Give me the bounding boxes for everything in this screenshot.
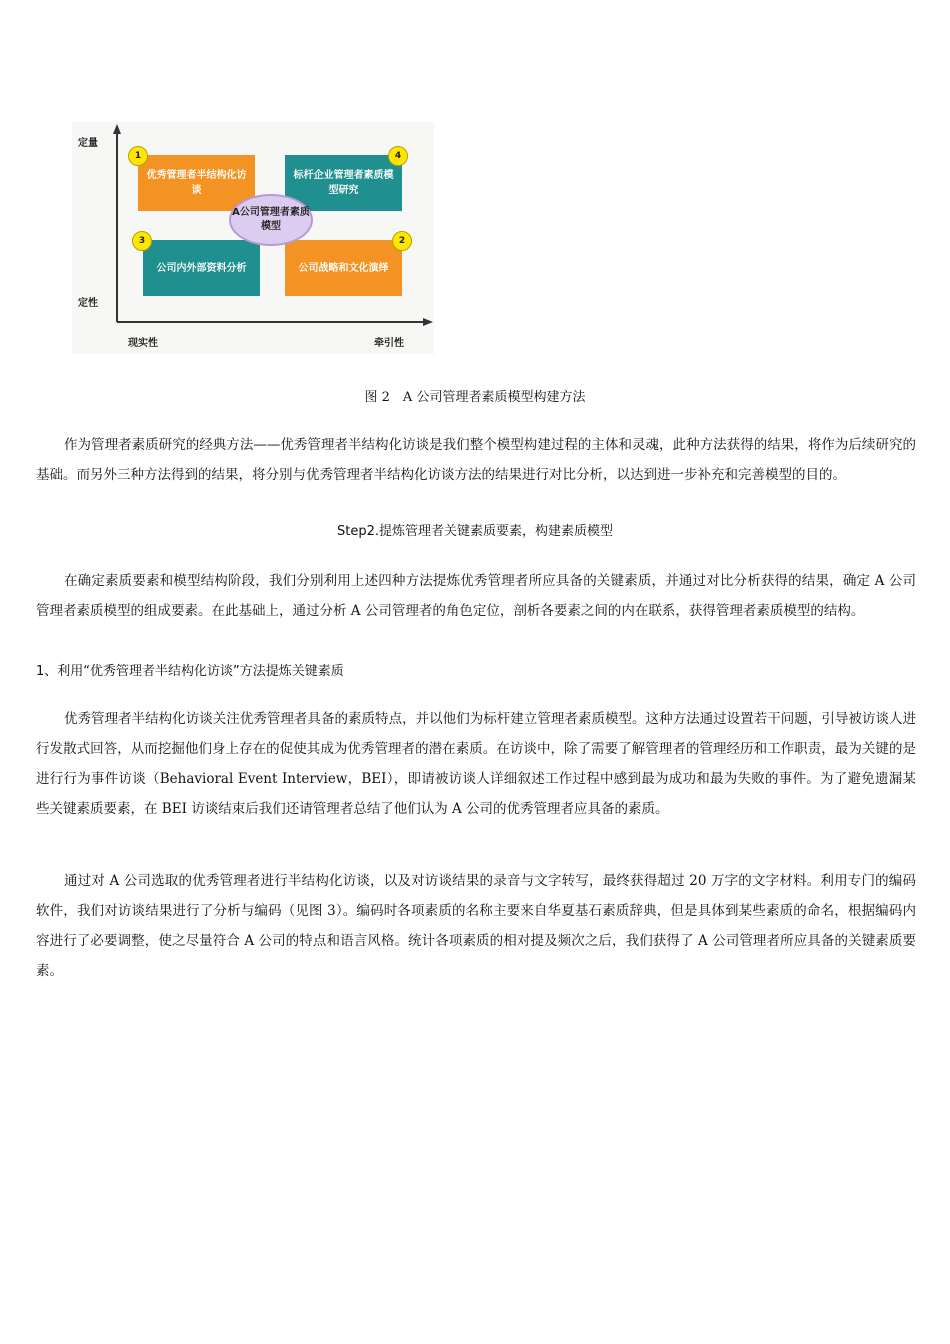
center-model-ellipse: A公司管理者素质模型 [229, 194, 313, 246]
badge-4: 4 [388, 146, 408, 166]
paragraph-coding: 通过对 A 公司选取的优秀管理者进行半结构化访谈，以及对访谈结果的录音与文字转写，最终获得超过 20 万字的文字材料。利用专门的编码软件，我们对访谈结果进行了分析与编码（见图 3）。编码时各项素质的名称主要来自华夏基石素质辞典，但是具体到某些素质的命名，根据编码内容进行了必要调整，使之尽量符合 A 公司的特点和语言风格。统计各项素质的相对提及频次之后，我们获得了 A 公司管理者所应具备的关键素质要素。 [36, 873, 916, 979]
y-axis-top-label: 定量 [78, 138, 98, 149]
section-heading-step2: Step2.提炼管理者关键素质要素，构建素质模型 [336, 524, 613, 539]
figure-caption: 图 2 A 公司管理者素质模型构建方法 [364, 390, 586, 405]
quadrant-box-interview: 优秀管理者半结构化访谈 [138, 155, 255, 211]
badge-1: 1 [128, 146, 148, 166]
quadrant-box-benchmark: 标杆企业管理者素质模型研究 [285, 155, 402, 211]
paragraph-method-intro: 作为管理者素质研究的经典方法——优秀管理者半结构化访谈是我们整个模型构建过程的主体和灵魂，此种方法获得的结果，将作为后续研究的基础。而另外三种方法得到的结果，将分别与优秀管理者半结构化访谈方法的结果进行对比分析，以达到进一步补充和完善模型的目的。 [36, 437, 916, 483]
badge-3: 3 [132, 231, 152, 251]
quadrant-box-strategy: 公司战略和文化演绎 [285, 240, 402, 296]
subsection-heading-1: 1、利用“优秀管理者半结构化访谈”方法提炼关键素质 [36, 664, 344, 679]
paragraph-interview: 优秀管理者半结构化访谈关注优秀管理者具备的素质特点，并以他们为标杆建立管理者素质模型。这种方法通过设置若干问题，引导被访谈人进行发散式回答，从而挖掘他们身上存在的促使其成为优秀管理者的潜在素质。在访谈中，除了需要了解管理者的管理经历和工作职责，最为关键的是进行行为事件访谈（Behavioral Event Interview，BEI），即请被访谈人详细叙述工作过程中感到最为成功和最为失败的事件。为了避免遗漏某些关键素质要素，在 BEI 访谈结束后我们还请管理者总结了他们认为 A 公司的优秀管理者应具备的素质。 [36, 711, 916, 817]
badge-2: 2 [392, 231, 412, 251]
x-axis-right-label: 牵引性 [374, 338, 404, 349]
x-axis-left-label: 现实性 [128, 338, 158, 349]
paragraph-step2: 在确定素质要素和模型结构阶段，我们分别利用上述四种方法提炼优秀管理者所应具备的关键素质，并通过对比分析获得的结果，确定 A 公司管理者素质模型的组成要素。在此基础上，通过分析 A 公司管理者的角色定位，剖析各要素之间的内在联系，获得管理者素质模型的结构。 [36, 573, 916, 619]
y-axis-bottom-label: 定性 [78, 298, 98, 309]
quadrant-box-materials: 公司内外部资料分析 [143, 240, 260, 296]
method-quadrant-figure [72, 122, 434, 354]
